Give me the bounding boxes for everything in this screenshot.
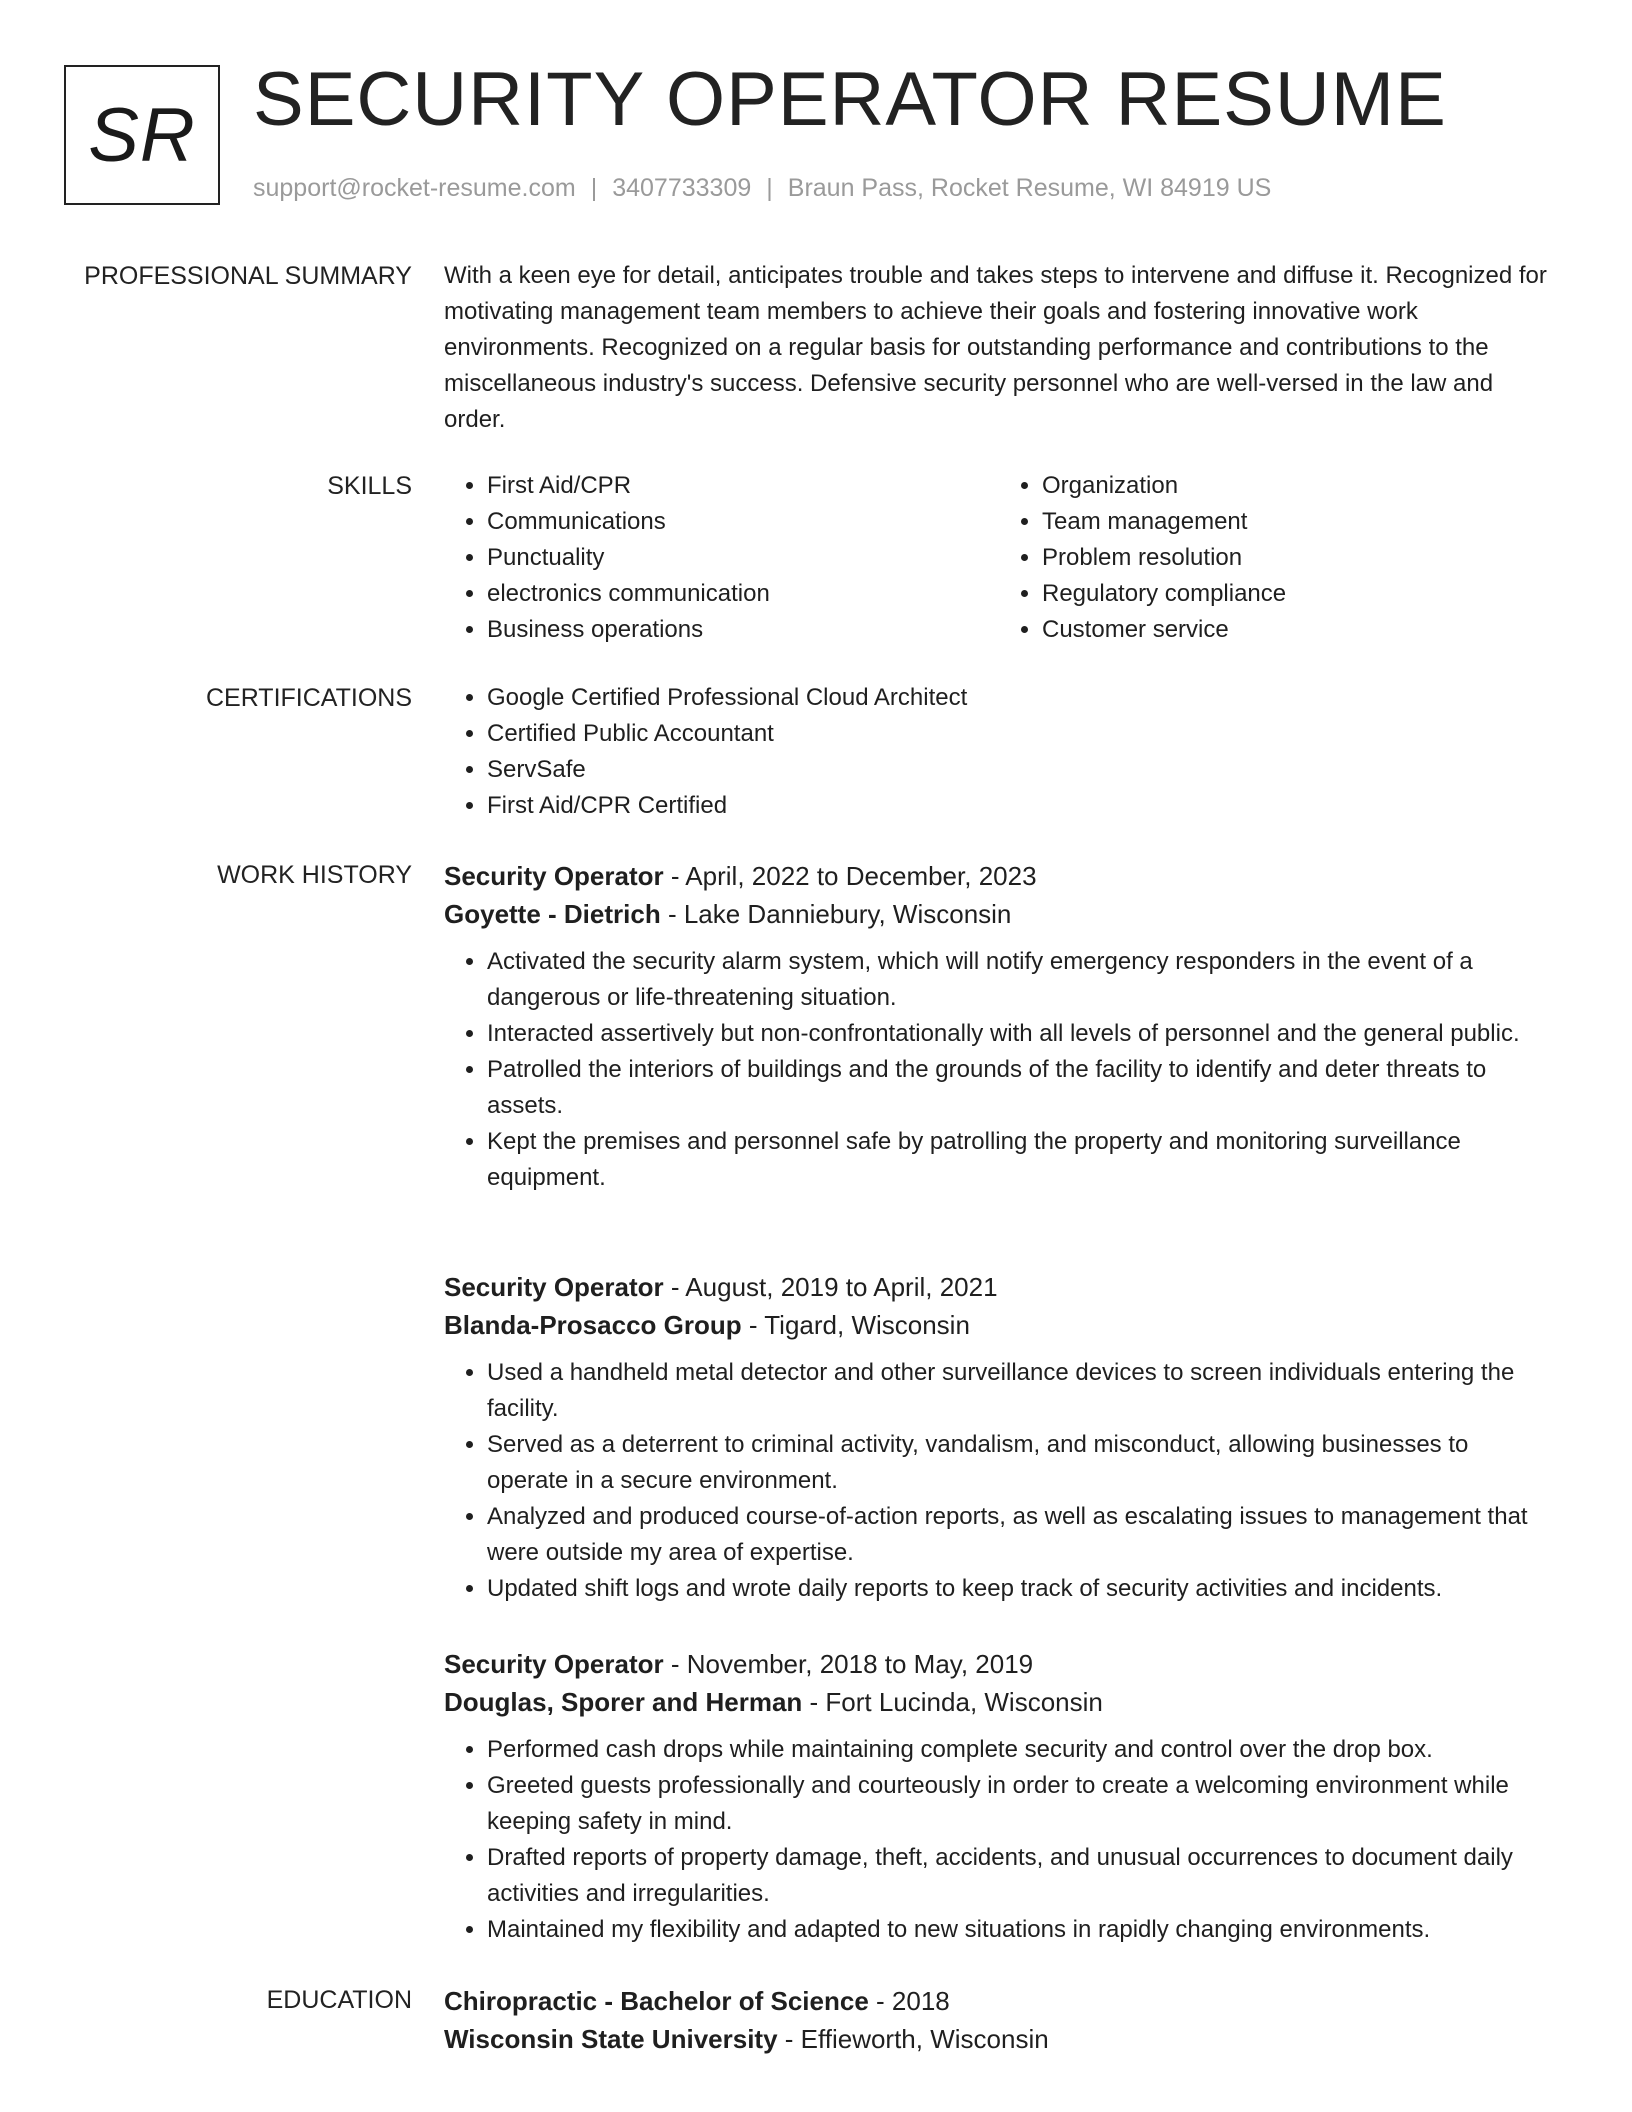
education-heading: EDUCATION (266, 1986, 412, 2014)
contact-phone[interactable]: 3407733309 (612, 174, 752, 202)
skill-item: • First Aid/CPR (487, 468, 999, 504)
employer-location: - Lake Danniebury, Wisconsin (660, 899, 1012, 929)
duty-item: • Patrolled the interiors of buildings and the grounds of the facility to identify and deter threats to assets. (487, 1052, 1554, 1124)
job-dates: - November, 2018 to May, 2019 (663, 1649, 1034, 1679)
summary-heading: PROFESSIONAL SUMMARY (84, 262, 412, 290)
job-duties (444, 944, 1554, 1196)
skill-item: • Punctuality (487, 540, 999, 576)
duty-item: • Activated the security alarm system, which will notify emergency responders in the event of a dangerous or life-threatening situation. (487, 944, 1554, 1016)
employer-location: - Fort Lucinda, Wisconsin (802, 1687, 1103, 1717)
skill-item: • Customer service (1042, 612, 1554, 648)
graduation-year: - 2018 (868, 1986, 950, 2016)
contact-email[interactable]: support@rocket-resume.com (253, 174, 576, 202)
employer-name: Douglas, Sporer and Herman (444, 1687, 803, 1717)
job-duties (444, 1355, 1554, 1607)
job-title: Security Operator (444, 1272, 664, 1302)
certification-item: • ServSafe (487, 752, 1554, 788)
certifications-list (444, 680, 1554, 824)
skills-list-right (999, 468, 1554, 648)
duty-item: • Interacted assertively but non-confrontationally with all levels of personnel and the general public. (487, 1016, 1554, 1052)
contact-line (253, 174, 1271, 203)
work-history-heading: WORK HISTORY (217, 861, 412, 889)
job-title-line (444, 1268, 1554, 1306)
duty-item: • Served as a deterrent to criminal activity, vandalism, and misconduct, allowing businesses to operate in a secure environment. (487, 1427, 1554, 1499)
skill-item: • electronics communication (487, 576, 999, 612)
initials-monogram (64, 65, 220, 205)
job-title: Security Operator (444, 1649, 664, 1679)
employer-name: Blanda-Prosacco Group (444, 1310, 742, 1340)
duty-item: • Greeted guests professionally and courteously in order to create a welcoming environment while keeping safety in mind. (487, 1768, 1554, 1840)
skill-item: • Regulatory compliance (1042, 576, 1554, 612)
certification-item: • Google Certified Professional Cloud Architect (487, 680, 1554, 716)
employer-line (444, 1306, 1554, 1344)
skills-heading: SKILLS (327, 472, 412, 500)
duty-item: • Used a handheld metal detector and other surveillance devices to screen individuals entering the facility. (487, 1355, 1554, 1427)
job-dates: - August, 2019 to April, 2021 (663, 1272, 998, 1302)
initials-text: SR (88, 92, 196, 178)
employer-line (444, 1683, 1554, 1721)
summary-text: With a keen eye for detail, anticipates trouble and takes steps to intervene and diffuse it. Recognized for motivating management team members to achieve their goals and fostering innovative work environments. Recognized on a regular basis for outstanding performance and contributions to the miscellaneous industry's success. Defensive security personnel who are well-versed in the law and order. (444, 262, 1547, 433)
duty-item: • Updated shift logs and wrote daily reports to keep track of security activities and incidents. (487, 1571, 1554, 1607)
school-name: Wisconsin State University (444, 2024, 778, 2054)
duty-item: • Maintained my flexibility and adapted to new situations in rapidly changing environments. (487, 1912, 1554, 1948)
skill-item: • Problem resolution (1042, 540, 1554, 576)
job-entry (444, 1645, 1554, 1948)
job-entry (444, 1268, 1554, 1607)
job-duties (444, 1732, 1554, 1948)
certifications-heading: CERTIFICATIONS (205, 684, 412, 712)
skill-item: • Organization (1042, 468, 1554, 504)
skill-item: • Business operations (487, 612, 999, 648)
job-title-line (444, 1645, 1554, 1683)
skills-list-left (444, 468, 999, 648)
duty-item: • Analyzed and produced course-of-action reports, as well as escalating issues to management that were outside my area of expertise. (487, 1499, 1554, 1571)
job-entry (444, 857, 1554, 1196)
duty-item: • Drafted reports of property damage, theft, accidents, and unusual occurrences to document daily activities and irregularities. (487, 1840, 1554, 1912)
employer-location: - Tigard, Wisconsin (741, 1310, 970, 1340)
job-title: Security Operator (444, 861, 664, 891)
degree-name: Chiropractic - Bachelor of Science (444, 1986, 869, 2016)
certification-item: • Certified Public Accountant (487, 716, 1554, 752)
employer-name: Goyette - Dietrich (444, 899, 661, 929)
school-line (444, 2020, 1554, 2058)
employer-line (444, 895, 1554, 933)
contact-separator: | (766, 174, 773, 202)
school-location: - Effieworth, Wisconsin (777, 2024, 1049, 2054)
job-dates: - April, 2022 to December, 2023 (663, 861, 1037, 891)
skill-item: • Communications (487, 504, 999, 540)
skill-item: • Team management (1042, 504, 1554, 540)
job-title-line (444, 857, 1554, 895)
contact-separator: | (590, 174, 598, 202)
certification-item: • First Aid/CPR Certified (487, 788, 1554, 824)
duty-item: • Kept the premises and personnel safe by patrolling the property and monitoring surveillance equipment. (487, 1124, 1554, 1196)
degree-line (444, 1982, 1554, 2020)
contact-address: Braun Pass, Rocket Resume, WI 84919 US (787, 174, 1272, 202)
resume-title: SECURITY OPERATOR RESUME (253, 57, 1447, 142)
duty-item: • Performed cash drops while maintaining complete security and control over the drop box. (487, 1732, 1554, 1768)
